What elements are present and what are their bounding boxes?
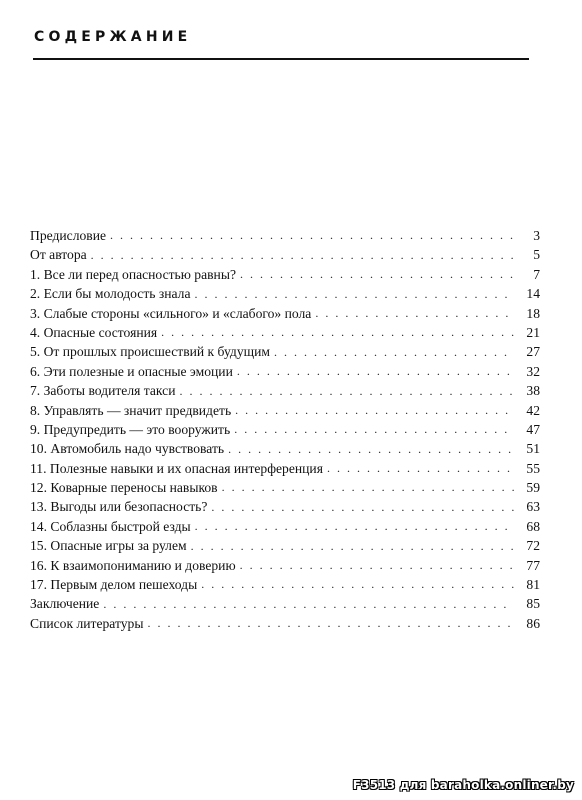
toc-entry xyxy=(30,478,540,497)
toc-entry-page: 85 xyxy=(514,594,540,613)
toc-entry xyxy=(30,304,540,323)
toc-entry-page: 81 xyxy=(514,575,540,594)
toc-entry-title: 11. Полезные навыки и их опасная интерференция xyxy=(30,459,327,478)
toc-entry xyxy=(30,245,540,264)
toc-leader-dots xyxy=(315,304,514,323)
watermark: F3513 для baraholka.onliner.by xyxy=(352,778,574,792)
toc-entry-title: 2. Если бы молодость знала xyxy=(30,284,194,303)
toc-leader-dots xyxy=(237,362,514,381)
toc-entry-title: Заключение xyxy=(30,594,103,613)
toc-entry xyxy=(30,226,540,245)
toc-entry xyxy=(30,284,540,303)
toc-entry-title: 12. Коварные переносы навыков xyxy=(30,478,222,497)
toc-entry xyxy=(30,265,540,284)
toc-entry xyxy=(30,497,540,516)
toc-leader-dots xyxy=(327,459,514,478)
toc-leader-dots xyxy=(228,440,514,459)
toc-entry-title: 17. Первым делом пешеходы xyxy=(30,575,201,594)
toc-entry xyxy=(30,614,540,633)
toc-entry-title: 14. Соблазны быстрой езды xyxy=(30,517,195,536)
toc-entry-page: 77 xyxy=(514,556,540,575)
toc-entry-title: 7. Заботы водителя такси xyxy=(30,381,180,400)
toc-entry-title: Список литературы xyxy=(30,614,147,633)
toc-entry-page: 3 xyxy=(514,226,540,245)
toc-entry-title: 10. Автомобиль надо чувствовать xyxy=(30,439,228,458)
toc-entry-title: 1. Все ли перед опасностью равны? xyxy=(30,265,240,284)
toc-entry-title: 16. К взаимопониманию и доверию xyxy=(30,556,240,575)
toc-entry-title: 5. От прошлых происшествий к будущим xyxy=(30,342,274,361)
toc-entry-page: 18 xyxy=(514,304,540,323)
toc-leader-dots xyxy=(195,517,514,536)
toc-leader-dots xyxy=(191,537,514,556)
toc-entry-page: 63 xyxy=(514,497,540,516)
toc-entry xyxy=(30,401,540,420)
toc-entry-title: 8. Управлять — значит предвидеть xyxy=(30,401,235,420)
toc-entry xyxy=(30,594,540,613)
toc-entry xyxy=(30,517,540,536)
toc-entry-page: 59 xyxy=(514,478,540,497)
toc-leader-dots xyxy=(180,382,515,401)
toc-entry xyxy=(30,556,540,575)
toc-entry-title: 3. Слабые стороны «сильного» и «слабого» пола xyxy=(30,304,315,323)
toc-leader-dots xyxy=(235,401,514,420)
toc-entry-page: 47 xyxy=(514,420,540,439)
toc-entry-title: 15. Опасные игры за рулем xyxy=(30,536,191,555)
toc-entry xyxy=(30,536,540,555)
toc-leader-dots xyxy=(240,556,514,575)
toc-leader-dots xyxy=(234,420,514,439)
toc-leader-dots xyxy=(147,614,514,633)
toc-entry-page: 38 xyxy=(514,381,540,400)
toc-leader-dots xyxy=(91,246,514,265)
toc-entry-title: 9. Предупредить — это вооружить xyxy=(30,420,234,439)
toc-entry-page: 5 xyxy=(514,245,540,264)
toc-entry-page: 55 xyxy=(514,459,540,478)
toc-leader-dots xyxy=(240,265,514,284)
toc-leader-dots xyxy=(211,498,514,517)
page-title: СОДЕРЖАНИЕ xyxy=(34,29,192,45)
toc-entry xyxy=(30,323,540,342)
toc-entry-page: 21 xyxy=(514,323,540,342)
toc-entry xyxy=(30,439,540,458)
toc-entry xyxy=(30,459,540,478)
table-of-contents xyxy=(30,226,540,633)
heading-rule xyxy=(33,58,529,60)
toc-entry xyxy=(30,381,540,400)
toc-leader-dots xyxy=(201,575,514,594)
toc-entry xyxy=(30,575,540,594)
toc-leader-dots xyxy=(194,285,514,304)
toc-leader-dots xyxy=(110,226,514,245)
toc-entry-page: 14 xyxy=(514,284,540,303)
toc-leader-dots xyxy=(274,343,514,362)
toc-entry-page: 42 xyxy=(514,401,540,420)
toc-entry-title: 4. Опасные состояния xyxy=(30,323,161,342)
toc-entry xyxy=(30,362,540,381)
toc-entry-page: 27 xyxy=(514,342,540,361)
toc-entry-page: 32 xyxy=(514,362,540,381)
toc-entry-title: 6. Эти полезные и опасные эмоции xyxy=(30,362,237,381)
toc-entry xyxy=(30,420,540,439)
toc-entry-title: От автора xyxy=(30,245,91,264)
toc-entry-page: 68 xyxy=(514,517,540,536)
toc-entry-title: 13. Выгоды или безопасность? xyxy=(30,497,211,516)
toc-entry-title: Предисловие xyxy=(30,226,110,245)
toc-entry-page: 7 xyxy=(514,265,540,284)
toc-entry xyxy=(30,342,540,361)
toc-entry-page: 86 xyxy=(514,614,540,633)
toc-leader-dots xyxy=(222,478,514,497)
toc-entry-page: 51 xyxy=(514,439,540,458)
toc-leader-dots xyxy=(161,323,514,342)
toc-leader-dots xyxy=(103,595,514,614)
toc-entry-page: 72 xyxy=(514,536,540,555)
